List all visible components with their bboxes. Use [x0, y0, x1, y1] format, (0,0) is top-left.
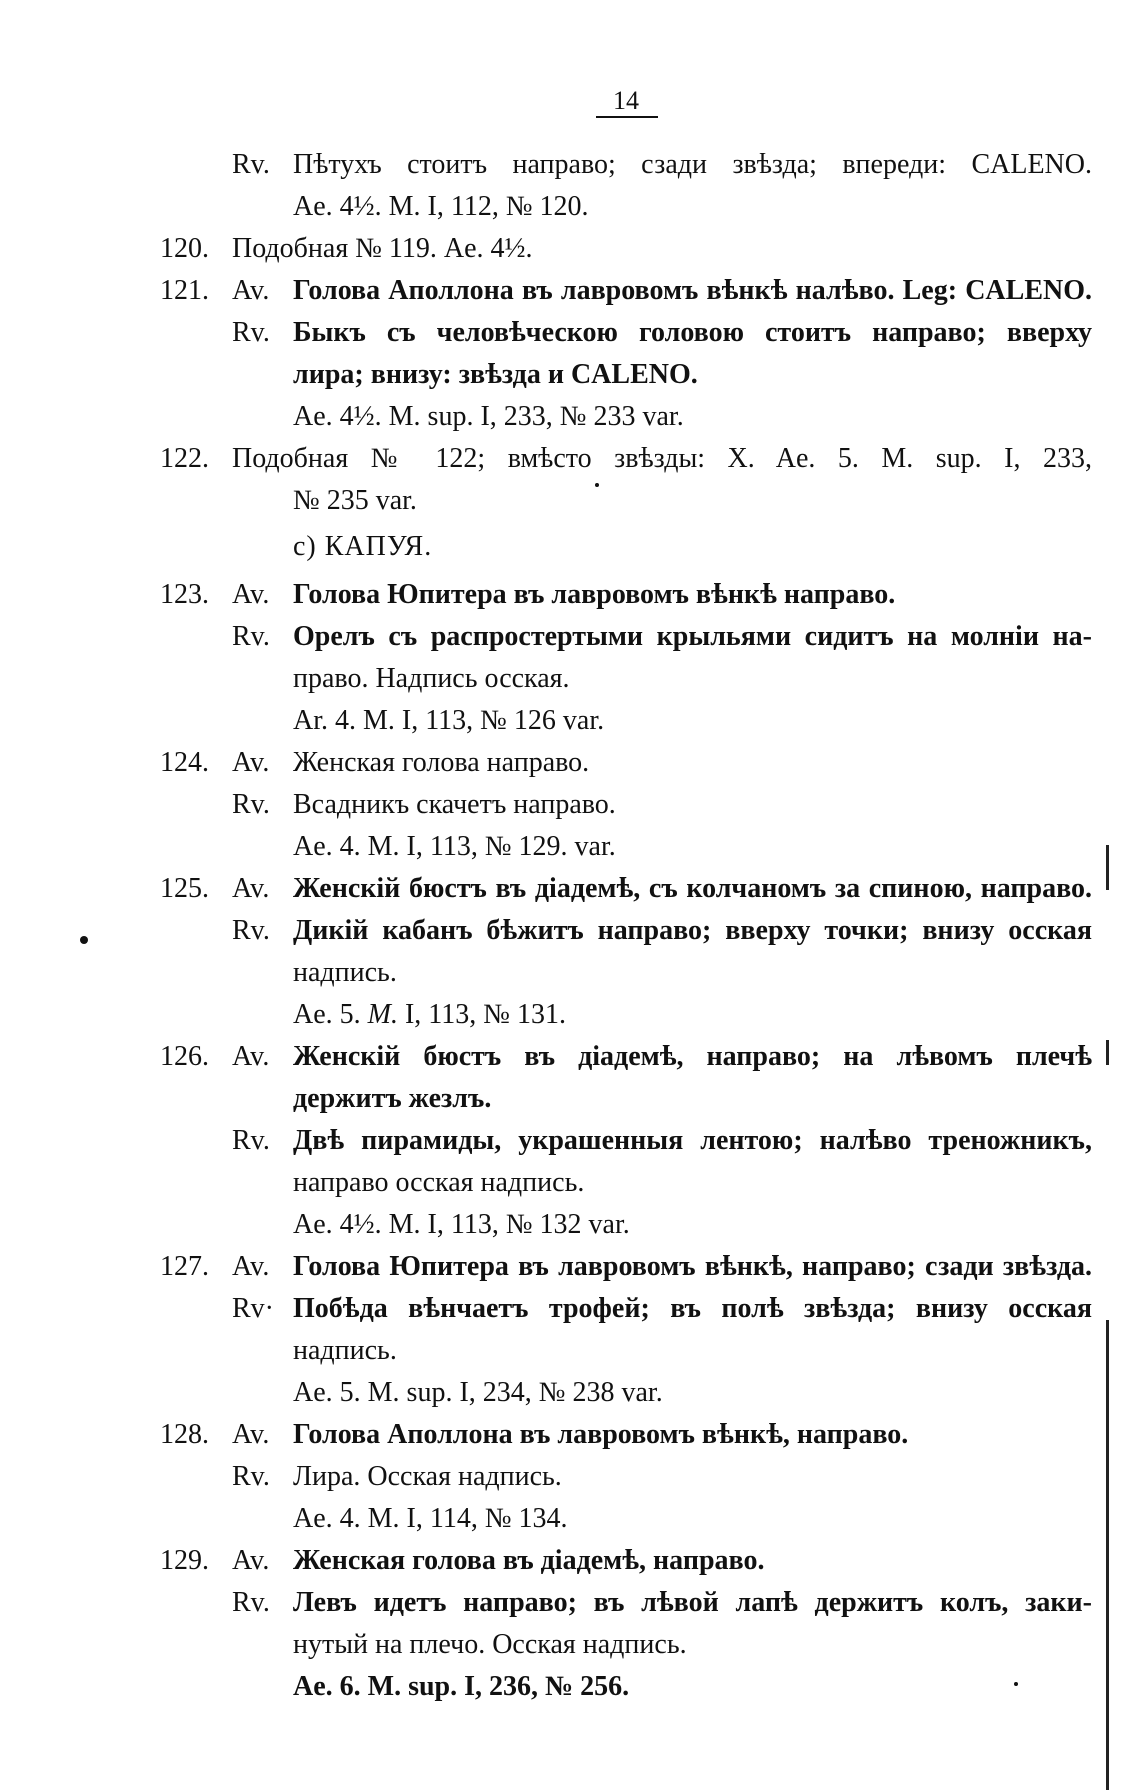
page-number-underline [596, 116, 658, 118]
line-text: Женскій бюстъ въ діадемѣ, направо; на лѣвомъ плечѣ [293, 1041, 1092, 1072]
page-edge-line [1106, 845, 1109, 890]
margin-speck [80, 936, 88, 944]
text-line [0, 1583, 1140, 1623]
text-line [0, 355, 1140, 395]
side-label: Rv. [232, 1461, 270, 1492]
text-line [0, 827, 1140, 867]
margin-speck [1014, 1682, 1018, 1686]
entry-number: 128. [160, 1419, 209, 1450]
line-text: Пѣтухъ стоитъ направо; сзади звѣзда; впереди: CALENO. [293, 149, 1092, 180]
text-line [0, 1331, 1140, 1371]
text-line [0, 995, 1140, 1035]
text-line [0, 785, 1140, 825]
line-text: Побѣда вѣнчаетъ трофей; въ полѣ звѣзда; внизу осская [293, 1293, 1092, 1324]
line-text: Подобная № 122; вмѣсто звѣзды: X. Ae. 5. M. sup. I, 233, [232, 443, 1092, 474]
text-line [0, 617, 1140, 657]
line-text: Голова Юпитера въ лавровомъ вѣнкѣ, направо; сзади звѣзда. [293, 1251, 1092, 1282]
text-line [0, 1205, 1140, 1245]
line-text: Лира. Осская надпись. [293, 1461, 562, 1492]
entry-number: 124. [160, 747, 209, 778]
section-title: c) КАПУЯ. [293, 531, 433, 562]
reference: Ae. 4. M. I, 114, № 134. [293, 1503, 568, 1534]
line-text: Женская голова направо. [293, 747, 590, 778]
text-line [0, 145, 1140, 185]
side-label: Av. [232, 1419, 270, 1450]
entry-number: 121. [160, 275, 209, 306]
text-line [0, 397, 1140, 437]
side-label: Rv. [232, 915, 270, 946]
line-text: Двѣ пирамиды, украшенныя лентою; налѣво треножникъ, [293, 1125, 1092, 1156]
text-line [0, 1079, 1140, 1119]
side-label: Rv. [232, 149, 270, 180]
line-text: Орелъ съ распростертыми крыльями сидитъ на молніи на- [293, 621, 1092, 652]
text-line [0, 481, 1140, 521]
reference: Ae. 6. M. sup. I, 236, № 256. [293, 1671, 630, 1702]
entry-number: 127. [160, 1251, 209, 1282]
entry-number: 126. [160, 1041, 209, 1072]
entry-120 [0, 229, 1140, 269]
entry-number: 122. [160, 443, 209, 474]
reference-author: M. [367, 999, 398, 1030]
side-label: Av. [232, 1545, 270, 1576]
entry-121 [0, 271, 1140, 311]
line-text: надпись. [293, 957, 397, 988]
section-heading [0, 527, 1140, 567]
line-text: Быкъ съ человѣческою головою стоитъ направо; вверху [293, 317, 1092, 348]
side-label: Rv. [232, 621, 270, 652]
line-text: Подобная № 119. Ae. 4½. [232, 233, 533, 264]
entry-129 [0, 1541, 1140, 1581]
reference: Ae. 4½. M. I, 112, № 120. [293, 191, 589, 222]
side-label: Rv. [232, 1587, 270, 1618]
side-label: Av. [232, 1041, 270, 1072]
page-edge-line [1106, 1040, 1109, 1065]
reference [293, 995, 566, 1035]
text-line [0, 911, 1140, 951]
reference: № 235 var. [293, 485, 417, 516]
text-line [0, 1289, 1140, 1329]
side-label: Rv· [232, 1293, 274, 1324]
page-number: 14 [613, 86, 639, 115]
side-label: Av. [232, 275, 270, 306]
entry-124 [0, 743, 1140, 783]
side-label: Rv. [232, 317, 270, 348]
text-line [0, 1625, 1140, 1665]
entry-128 [0, 1415, 1140, 1455]
text-line [0, 953, 1140, 993]
line-text: направо осская надпись. [293, 1167, 585, 1198]
entry-125 [0, 869, 1140, 909]
text-line [0, 659, 1140, 699]
side-label: Av. [232, 747, 270, 778]
side-label: Av. [232, 873, 270, 904]
line-text: Дикій кабанъ бѣжитъ направо; вверху точки; внизу осская [293, 915, 1092, 946]
text-line [0, 1667, 1140, 1707]
line-text: Левъ идетъ направо; въ лѣвой лапѣ держитъ колъ, заки- [293, 1587, 1092, 1618]
line-text: лира; внизу: звѣзда и CALENO. [293, 359, 698, 390]
reference: Ae. 4½. M. I, 113, № 132 var. [293, 1209, 630, 1240]
reference: Ae. 4. M. I, 113, № 129. var. [293, 831, 616, 862]
line-text: Голова Юпитера въ лавровомъ вѣнкѣ направо. [293, 579, 896, 610]
text-line [0, 1373, 1140, 1413]
text-line [0, 1121, 1140, 1161]
text-line [0, 1499, 1140, 1539]
entry-number: 129. [160, 1545, 209, 1576]
text-line [0, 1457, 1140, 1497]
entry-123 [0, 575, 1140, 615]
text-line [0, 187, 1140, 227]
entry-number: 125. [160, 873, 209, 904]
entry-127 [0, 1247, 1140, 1287]
entry-126 [0, 1037, 1140, 1077]
side-label: Rv. [232, 1125, 270, 1156]
side-label: Rv. [232, 789, 270, 820]
text-line [0, 313, 1140, 353]
line-text: Всадникъ скачетъ направо. [293, 789, 616, 820]
line-text: нутый на плечо. Осская надпись. [293, 1629, 687, 1660]
entry-number: 123. [160, 579, 209, 610]
side-label: Av. [232, 1251, 270, 1282]
reference-metal: Ae. 5. [293, 999, 361, 1030]
reference-location: I, 113, № 131. [404, 999, 566, 1030]
line-text: Женскій бюстъ въ діадемѣ, съ колчаномъ за спиною, направо. [293, 873, 1092, 904]
line-text: право. Надпись осская. [293, 663, 570, 694]
side-label: Av. [232, 579, 270, 610]
reference: Ae. 5. M. sup. I, 234, № 238 var. [293, 1377, 663, 1408]
text-line [0, 701, 1140, 741]
line-text: надпись. [293, 1335, 397, 1366]
line-text: Женская голова въ діадемѣ, направо. [293, 1545, 765, 1576]
page-edge-line [1106, 1320, 1109, 1790]
line-text: Голова Аполлона въ лавровомъ вѣнкѣ, направо. [293, 1419, 909, 1450]
entry-122 [0, 439, 1140, 479]
line-text: держитъ жезлъ. [293, 1083, 492, 1114]
reference: Ar. 4. M. I, 113, № 126 var. [293, 705, 605, 736]
text-line [0, 1163, 1140, 1203]
line-text: Голова Аполлона въ лавровомъ вѣнкѣ налѣво. Leg: CALENO. [293, 275, 1092, 306]
margin-speck [595, 483, 599, 487]
reference: Ae. 4½. M. sup. I, 233, № 233 var. [293, 401, 684, 432]
entry-number: 120. [160, 233, 209, 264]
